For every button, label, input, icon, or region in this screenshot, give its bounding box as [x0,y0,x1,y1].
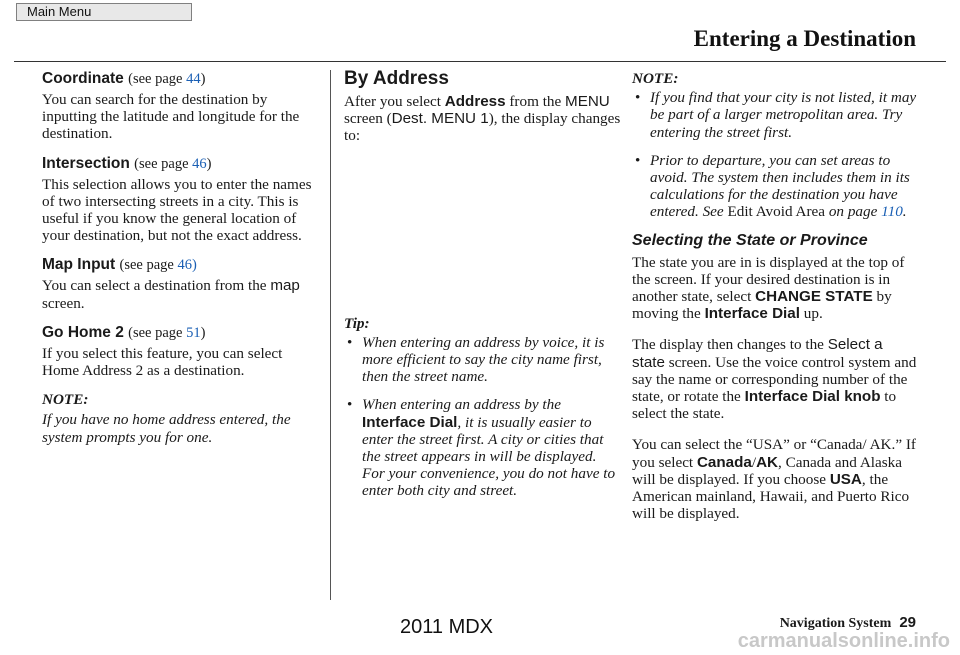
middle-column [344,68,622,511]
coordinate-heading: Coordinate (see page 44) [42,70,206,87]
map-input-heading: Map Input (see page 46) [42,256,197,274]
watermark: carmanualsonline.info [737,630,950,652]
header-rule [14,61,946,62]
state-paragraph-2: The display then changes to the Select a state screen. Use the voice control system and say the name or corresponding number of the state, or rotate the Interface Dial knob to select the state. [632,336,917,423]
screen-image-placeholder [344,145,622,315]
tip-heading: Tip: [344,314,370,332]
intersection-text: This selection allows you to enter the names of two intersecting streets in a city. This is useful if you know the general location of your destination, but not the exact address. [42,175,312,245]
intersection-heading: Intersection (see page 46) [42,154,212,172]
model-label: 2011 MDX [400,616,494,638]
coordinate-text: You can search for the destination by inputting the latitude and longitude for the destination. [42,91,300,143]
by-address-heading: By Address [344,68,449,89]
note-list [632,89,917,220]
list-item: • When entering an address by voice, it is more efficient to say the city name first, then the street name. [347,333,605,386]
by-address-intro: After you select Address from the MENU screen (Dest. MENU 1), the display changes to: [344,93,621,145]
list-item: • If you find that your city is not listed, it may be part of a larger metropolitan area. Try entering the street first. [635,89,917,141]
left-column [42,70,320,446]
page-link-44[interactable]: 44 [186,71,201,87]
selecting-state-heading: Selecting the State or Province [632,231,868,249]
state-paragraph-1: The state you are in is displayed at the top of the screen. If your desired destination is in another state, select CHANGE STATE by moving the Interface Dial up. [632,253,905,323]
go-home-text: If you select this feature, you can select Home Address 2 as a destination. [42,344,283,380]
main-menu-button[interactable]: Main Menu [16,3,192,21]
go-home-heading: Go Home 2 (see page 51) [42,323,206,341]
page-number: 29 [899,614,916,631]
column-divider [330,70,331,600]
tip-list [344,334,622,500]
page-link-51[interactable]: 51 [186,324,201,341]
list-item: • Prior to departure, you can set areas to avoid. The system then includes them in its calculations for the destination you have entered. See Edit Avoid Area on page 110. [635,151,910,221]
note-heading: NOTE: [42,391,89,409]
map-input-text: You can select a destination from the map screen. [42,277,300,312]
page-link-46b[interactable]: 46) [177,257,197,274]
right-column [632,70,917,522]
note-heading: NOTE: [632,70,679,87]
page-title: Entering a Destination [693,26,916,51]
state-paragraph-3: You can select the “USA” or “Canada/ AK.” If you select Canada/AK, Canada and Alaska will be displayed. If you choose USA, the American mainland, Hawaii, and Puerto Rico will be displayed. [632,436,916,523]
page-link-110[interactable]: 110 [881,203,903,221]
note-text: If you have no home address entered, the system prompts you for one. [42,411,291,446]
list-item: • When entering an address by the Interface Dial, it is usually easier to enter the street first. A city or cities that the street appears in will be displayed. For your convenience, you do not have to enter both city and street. [347,396,616,500]
page-link-46[interactable]: 46 [192,155,207,172]
footer-label: Navigation System 29 [779,614,916,631]
